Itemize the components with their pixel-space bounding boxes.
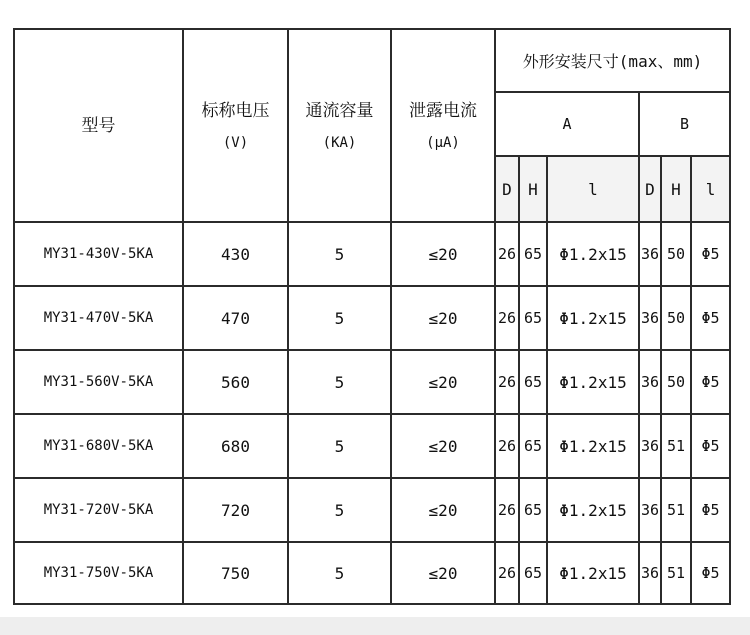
header-group-b: B xyxy=(639,92,730,156)
cell-leakage: ≤20 xyxy=(391,286,495,350)
cell-voltage: 750 xyxy=(183,542,288,604)
cell-a-h: 65 xyxy=(519,542,547,604)
header-a-l: l xyxy=(547,156,639,222)
header-a-h: H xyxy=(519,156,547,222)
cell-b-h: 50 xyxy=(661,222,691,286)
table-row xyxy=(14,478,730,542)
cell-a-d: 26 xyxy=(495,286,519,350)
cell-voltage: 430 xyxy=(183,222,288,286)
cell-a-h: 65 xyxy=(519,286,547,350)
table-row xyxy=(14,414,730,478)
cell-leakage: ≤20 xyxy=(391,222,495,286)
table-row xyxy=(14,286,730,350)
header-a-d: D xyxy=(495,156,519,222)
cell-a-d: 26 xyxy=(495,414,519,478)
cell-voltage: 680 xyxy=(183,414,288,478)
header-leakage xyxy=(391,29,495,222)
table-row xyxy=(14,222,730,286)
cell-b-d: 36 xyxy=(639,222,661,286)
cell-b-l: Φ5 xyxy=(691,414,730,478)
cell-leakage: ≤20 xyxy=(391,414,495,478)
header-leakage-label: 泄露电流 xyxy=(409,100,477,121)
cell-a-h: 65 xyxy=(519,414,547,478)
cell-current: 5 xyxy=(288,542,391,604)
header-group-a: A xyxy=(495,92,639,156)
header-row-1 xyxy=(14,29,730,92)
cell-a-l: Φ1.2x15 xyxy=(547,222,639,286)
varistor-spec-table xyxy=(13,28,731,605)
cell-b-h: 50 xyxy=(661,286,691,350)
cell-b-l: Φ5 xyxy=(691,542,730,604)
cell-b-d: 36 xyxy=(639,286,661,350)
header-model xyxy=(14,29,183,222)
cell-voltage: 720 xyxy=(183,478,288,542)
cell-b-l: Φ5 xyxy=(691,222,730,286)
cell-voltage: 560 xyxy=(183,350,288,414)
cell-leakage: ≤20 xyxy=(391,478,495,542)
cell-leakage: ≤20 xyxy=(391,350,495,414)
header-b-d: D xyxy=(639,156,661,222)
cell-b-d: 36 xyxy=(639,478,661,542)
header-current xyxy=(288,29,391,222)
cell-current: 5 xyxy=(288,222,391,286)
cell-a-l: Φ1.2x15 xyxy=(547,478,639,542)
cell-current: 5 xyxy=(288,478,391,542)
cell-b-h: 50 xyxy=(661,350,691,414)
header-model-label: 型号 xyxy=(81,115,116,136)
cell-a-l: Φ1.2x15 xyxy=(547,350,639,414)
cell-b-h: 51 xyxy=(661,478,691,542)
cell-b-d: 36 xyxy=(639,414,661,478)
cell-a-h: 65 xyxy=(519,222,547,286)
header-b-l: l xyxy=(691,156,730,222)
table-row xyxy=(14,542,730,604)
header-dimensions: 外形安装尺寸(max、mm) xyxy=(495,29,730,92)
cell-a-l: Φ1.2x15 xyxy=(547,542,639,604)
cell-model: MY31-680V-5KA xyxy=(14,414,183,478)
header-b-h: H xyxy=(661,156,691,222)
cell-model: MY31-750V-5KA xyxy=(14,542,183,604)
cell-b-h: 51 xyxy=(661,542,691,604)
header-voltage-unit: (V) xyxy=(222,134,249,151)
header-current-label: 通流容量 xyxy=(305,100,374,121)
cell-leakage: ≤20 xyxy=(391,542,495,604)
cell-b-l: Φ5 xyxy=(691,286,730,350)
cell-a-l: Φ1.2x15 xyxy=(547,286,639,350)
cell-b-d: 36 xyxy=(639,350,661,414)
cell-a-l: Φ1.2x15 xyxy=(547,414,639,478)
cell-current: 5 xyxy=(288,286,391,350)
cell-a-d: 26 xyxy=(495,542,519,604)
header-current-unit: (KA) xyxy=(322,134,357,151)
cell-b-d: 36 xyxy=(639,542,661,604)
cell-model: MY31-470V-5KA xyxy=(14,286,183,350)
footer-strip xyxy=(0,617,750,635)
cell-a-d: 26 xyxy=(495,478,519,542)
cell-b-h: 51 xyxy=(661,414,691,478)
cell-a-d: 26 xyxy=(495,350,519,414)
cell-a-h: 65 xyxy=(519,478,547,542)
table-row xyxy=(14,350,730,414)
cell-model: MY31-430V-5KA xyxy=(14,222,183,286)
cell-a-h: 65 xyxy=(519,350,547,414)
cell-model: MY31-560V-5KA xyxy=(14,350,183,414)
header-voltage-label: 标称电压 xyxy=(201,100,270,121)
cell-b-l: Φ5 xyxy=(691,478,730,542)
cell-voltage: 470 xyxy=(183,286,288,350)
header-voltage xyxy=(183,29,288,222)
cell-current: 5 xyxy=(288,414,391,478)
cell-a-d: 26 xyxy=(495,222,519,286)
cell-current: 5 xyxy=(288,350,391,414)
cell-model: MY31-720V-5KA xyxy=(14,478,183,542)
header-leakage-unit: (μA) xyxy=(426,134,460,151)
cell-b-l: Φ5 xyxy=(691,350,730,414)
